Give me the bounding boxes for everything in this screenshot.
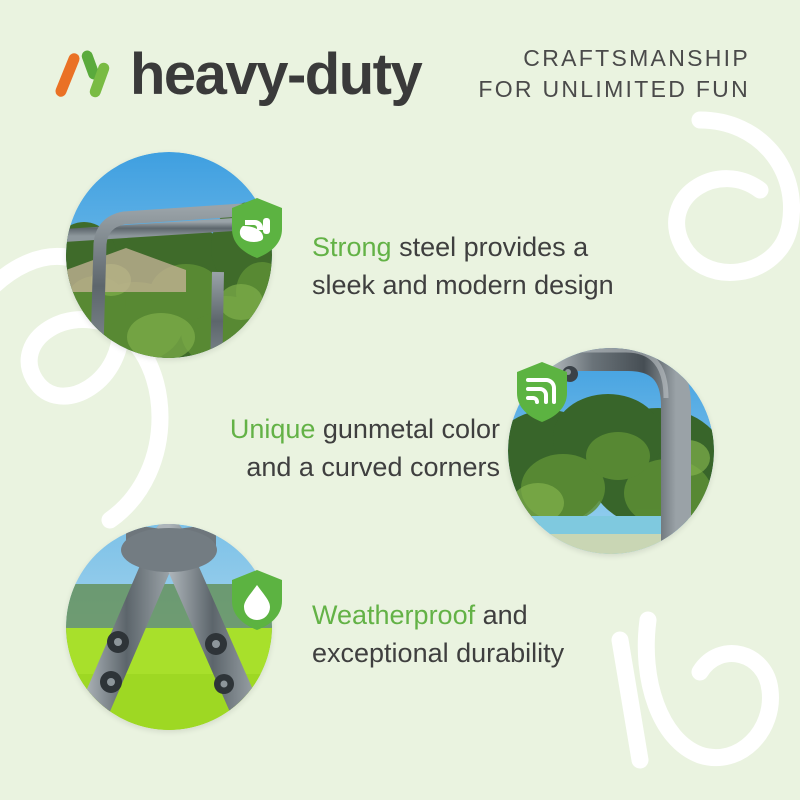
heavy-duty-logo-mark-icon	[60, 46, 112, 104]
feature-gunmetal-color-text	[120, 410, 500, 487]
tagline-line-1: CRAFTSMANSHIP	[523, 44, 750, 71]
feature-strong-steel-text	[312, 228, 712, 305]
feature-line-2: and a curved corners	[246, 452, 500, 483]
feature-highlight: Strong	[312, 232, 392, 262]
header	[60, 30, 750, 120]
layers-shield-icon	[514, 360, 570, 424]
water-drop-shield-icon	[229, 568, 285, 632]
muscle-arm-shield-icon	[229, 196, 285, 260]
feature-highlight: Unique	[229, 414, 316, 444]
feature-line-1-rest: steel provides a	[391, 232, 589, 262]
tagline-line-2: FOR UNLIMITED FUN	[478, 76, 750, 102]
feature-line-1-rest: gunmetal color	[315, 414, 500, 444]
feature-line-2: exceptional durability	[312, 638, 565, 669]
feature-line-2: sleek and modern design	[312, 270, 614, 301]
tagline	[478, 43, 750, 107]
feature-weatherproof-text	[312, 596, 732, 673]
page-title: heavy-duty	[130, 42, 422, 107]
feature-highlight: Weatherproof	[312, 600, 476, 630]
feature-line-1-rest: and	[475, 600, 528, 630]
